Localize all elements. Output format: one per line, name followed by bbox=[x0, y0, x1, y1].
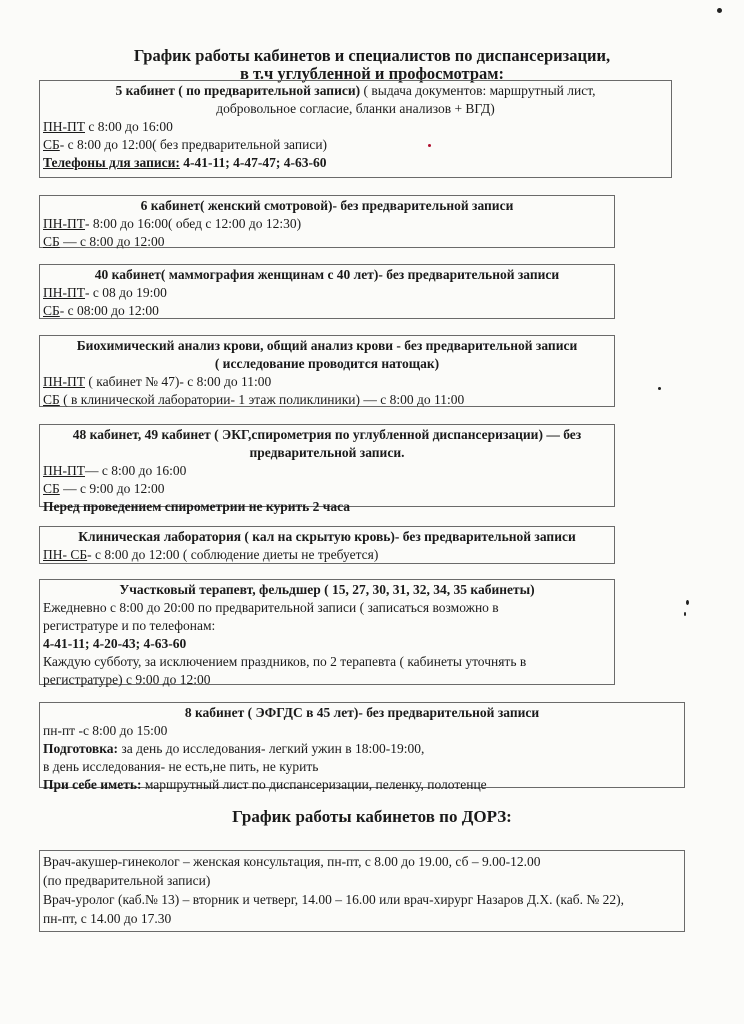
cabinet-8-preparation bbox=[43, 740, 681, 758]
saturday-label: СБ bbox=[43, 303, 60, 318]
cabinet-5-saturday bbox=[43, 136, 668, 154]
saturday-label: СБ bbox=[43, 392, 60, 407]
cabinet-5-title-rest: ( выдача документов: маршрутный лист, bbox=[360, 83, 596, 98]
blood-tests-heading-line-2: ( исследование проводится натощак) bbox=[214, 356, 440, 371]
scan-speck bbox=[684, 612, 686, 616]
scan-speck bbox=[717, 8, 722, 13]
weekdays-hours: — с 8:00 до 16:00 bbox=[85, 463, 187, 478]
weekdays-hours: с 8:00 до 16:00 bbox=[85, 119, 173, 134]
saturday-label: СБ bbox=[43, 137, 60, 152]
weekdays-hours: - 8:00 до 16:00( обед с 12:00 до 12:30) bbox=[85, 216, 302, 231]
cabinet-6-saturday bbox=[43, 233, 611, 251]
saturday-hours: ( в клинической лаборатории- 1 этаж поликлиники) — с 8:00 до 11:00 bbox=[59, 392, 465, 407]
days-hours: - с 8:00 до 12:00 ( соблюдение диеты не требуется) bbox=[87, 547, 379, 562]
cabinet-5-weekdays bbox=[43, 118, 668, 136]
cabinet-48-49-saturday bbox=[43, 480, 611, 498]
cabinet-40-weekdays bbox=[43, 284, 611, 302]
saturday-hours: — с 8:00 до 12:00 bbox=[59, 234, 165, 249]
cabinet-8-hours: пн-пт -с 8:00 до 15:00 bbox=[43, 723, 168, 738]
cabinet-48-49-weekdays bbox=[43, 462, 611, 480]
clinical-lab-hours bbox=[43, 546, 611, 564]
cabinet-5-block bbox=[39, 80, 672, 178]
phones-label: Телефоны для записи: bbox=[43, 155, 180, 170]
therapist-line-1: Ежедневно с 8:00 до 20:00 по предварительной записи ( записаться возможно в bbox=[43, 600, 499, 615]
scan-speck bbox=[686, 600, 689, 605]
blood-tests-block bbox=[39, 335, 615, 407]
therapist-line-2: регистратуре и по телефонам: bbox=[43, 618, 216, 633]
dorz-line-1: Врач-акушер-гинеколог – женская консультация, пн-пт, с 8.00 до 19.00, сб – 9.00-12.00 bbox=[43, 854, 541, 869]
therapist-heading: Участковый терапевт, фельдшер ( 15, 27, 30, 31, 32, 34, 35 кабинеты) bbox=[119, 582, 535, 597]
preparation-text: за день до исследования- легкий ужин в 18:00-19:00, bbox=[118, 741, 425, 756]
dorz-title: График работы кабинетов по ДОРЗ: bbox=[232, 807, 512, 826]
cabinet-48-49-heading: 48 кабинет, 49 кабинет ( ЭКГ,спирометрия по углубленной диспансеризации) — без bbox=[72, 427, 582, 442]
dorz-block bbox=[39, 850, 685, 932]
cabinet-8-preparation-line-2: в день исследования- не есть,не пить, не курить bbox=[43, 759, 319, 774]
cabinet-5-heading bbox=[43, 82, 668, 100]
cabinet-5-phones bbox=[43, 154, 668, 172]
weekdays-label: ПН-ПТ bbox=[43, 216, 85, 231]
weekdays-label: ПН-ПТ bbox=[43, 285, 85, 300]
dorz-line-2: (по предварительной записи) bbox=[43, 873, 211, 888]
saturday-label: СБ bbox=[43, 234, 60, 249]
cabinet-40-block bbox=[39, 264, 615, 319]
saturday-hours: - с 8:00 до 12:00( без предварительной записи) bbox=[59, 137, 328, 152]
blood-tests-heading: Биохимический анализ крови, общий анализ крови - без предварительной записи bbox=[76, 338, 578, 353]
cabinet-8-heading: 8 кабинет ( ЭФГДС в 45 лет)- без предварительной записи bbox=[184, 705, 540, 720]
cabinet-48-49-heading-line-2: предварительной записи. bbox=[249, 445, 405, 460]
cabinet-48-49-block bbox=[39, 424, 615, 514]
scan-speck bbox=[658, 387, 661, 390]
page-title-line-2: в т.ч углубленной и профосмотрам: bbox=[239, 64, 505, 83]
cabinet-6-block bbox=[39, 195, 615, 248]
scan-speck bbox=[428, 144, 431, 147]
bring-label: При себе иметь: bbox=[43, 777, 142, 792]
cabinet-5-heading-line-2: добровольное согласие, бланки анализов + ВГД) bbox=[216, 101, 495, 116]
cabinet-6-weekdays bbox=[43, 215, 611, 233]
dorz-line-4: пн-пт, с 14.00 до 17.30 bbox=[43, 911, 172, 926]
weekdays-hours: - с 08 до 19:00 bbox=[85, 285, 167, 300]
blood-tests-weekdays bbox=[43, 373, 611, 391]
page-title bbox=[0, 47, 744, 83]
weekdays-label: ПН-ПТ bbox=[43, 463, 85, 478]
clinical-lab-block bbox=[39, 526, 615, 564]
dorz-line-3: Врач-уролог (каб.№ 13) – вторник и четверг, 14.00 – 16.00 или врач-хирург Назаров Д.Х. (каб. № 22), bbox=[43, 892, 625, 907]
preparation-label: Подготовка: bbox=[43, 741, 119, 756]
cabinet-8-bring bbox=[43, 776, 681, 794]
saturday-hours: — с 9:00 до 12:00 bbox=[59, 481, 165, 496]
weekdays-hours: ( кабинет № 47)- с 8:00 до 11:00 bbox=[85, 374, 272, 389]
weekdays-label: ПН-ПТ bbox=[43, 374, 85, 389]
saturday-label: СБ bbox=[43, 481, 60, 496]
days-label: ПН- СБ bbox=[43, 547, 88, 562]
therapist-block bbox=[39, 579, 615, 685]
cabinet-8-block bbox=[39, 702, 685, 792]
phones-numbers: 4-41-11; 4-47-47; 4-63-60 bbox=[179, 155, 327, 170]
cabinet-5-title: 5 кабинет ( по предварительной записи) bbox=[115, 83, 361, 98]
cabinet-40-saturday bbox=[43, 302, 611, 320]
therapist-phones: 4-41-11; 4-20-43; 4-63-60 bbox=[43, 636, 187, 651]
cabinet-40-heading: 40 кабинет( маммография женщинам с 40 лет)- без предварительной записи bbox=[94, 267, 560, 282]
blood-tests-saturday bbox=[43, 391, 611, 409]
weekdays-label: ПН-ПТ bbox=[43, 119, 85, 134]
saturday-hours: - с 08:00 до 12:00 bbox=[59, 303, 159, 318]
therapist-line-3: Каждую субботу, за исключением праздников, по 2 терапевта ( кабинеты уточнять в bbox=[43, 654, 527, 669]
therapist-line-4: регистратуре) с 9:00 до 12:00 bbox=[43, 672, 211, 687]
clinical-lab-heading: Клиническая лаборатория ( кал на скрытую кровь)- без предварительной записи bbox=[78, 529, 576, 544]
spirometry-note: Перед проведением спирометрии не курить 2 часа bbox=[43, 499, 351, 514]
bring-text: маршрутный лист по диспансеризации, пеленку, полотенце bbox=[141, 777, 487, 792]
page-title-line-1: График работы кабинетов и специалистов по диспансеризации, bbox=[133, 46, 611, 65]
cabinet-6-heading: 6 кабинет( женский смотровой)- без предварительной записи bbox=[140, 198, 514, 213]
